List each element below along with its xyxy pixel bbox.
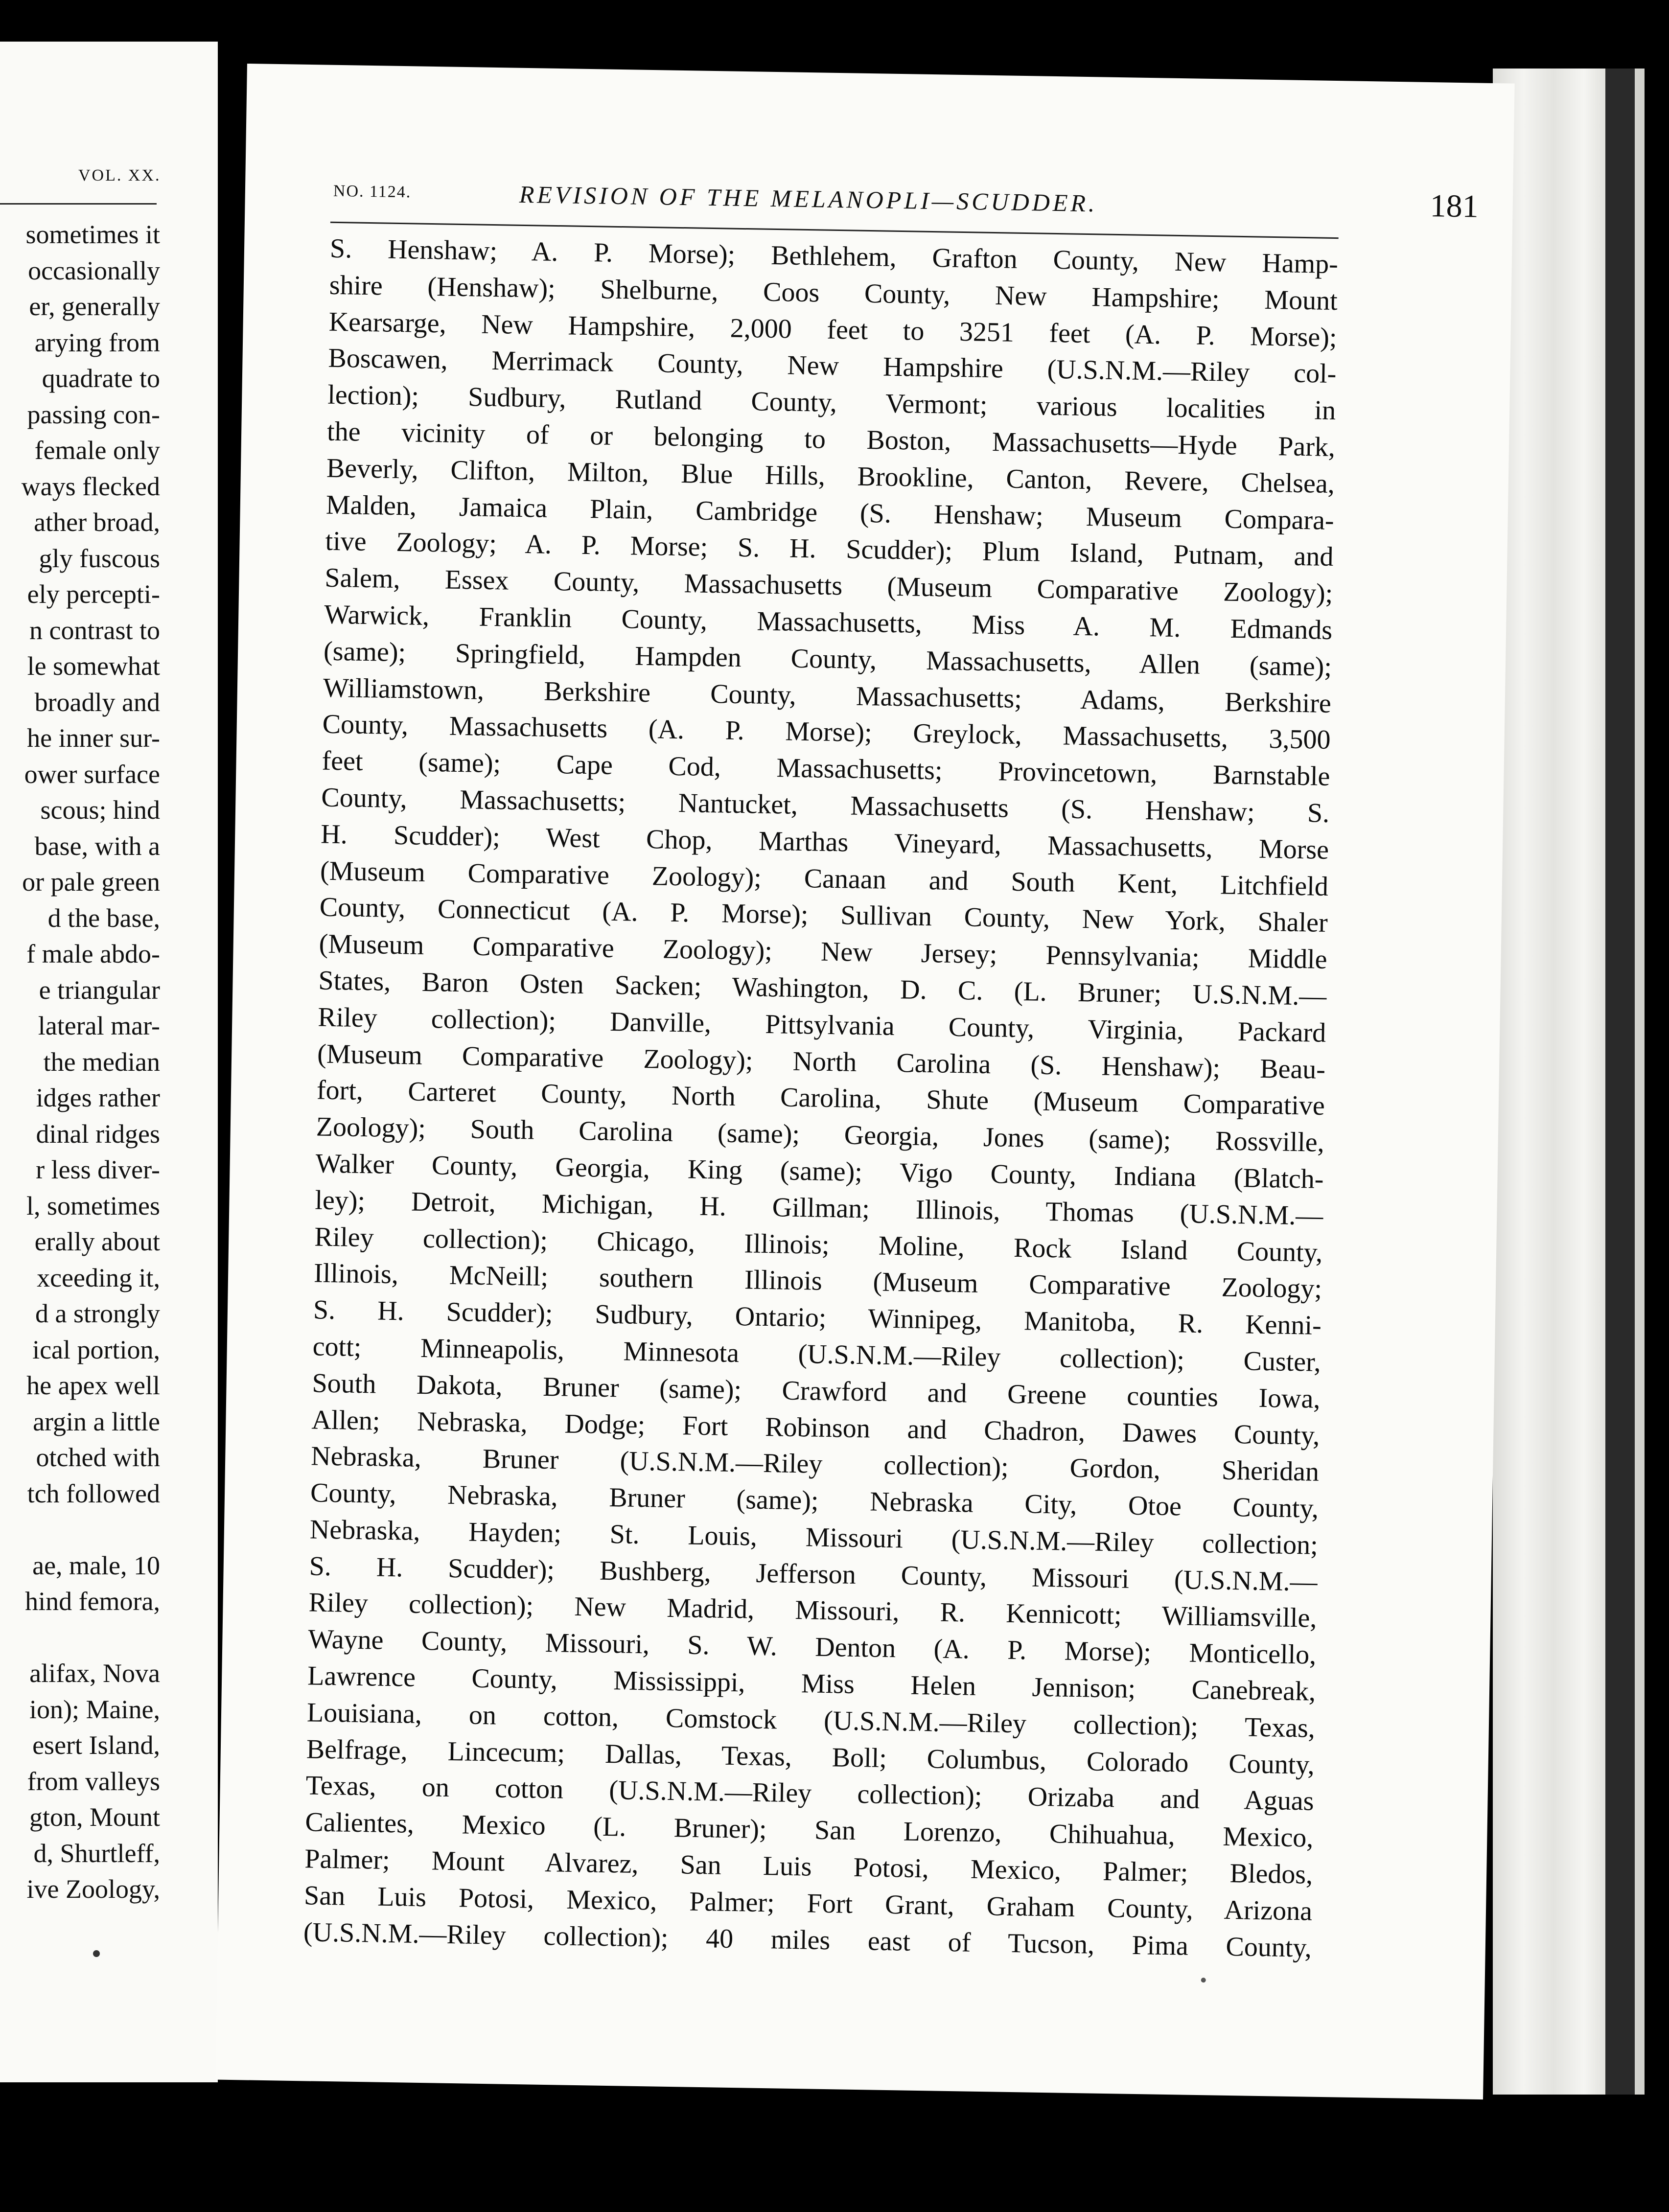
text-line: ical portion,	[32, 1335, 160, 1364]
text-line: erally about	[34, 1227, 160, 1256]
text-line: South Dakota, Bruner (same); Crawford and Greene counties Iowa,	[312, 1368, 1321, 1414]
text-line: n contrast to	[29, 615, 160, 645]
text-line: tch followed	[27, 1478, 160, 1508]
text-line: Kearsarge, New Hampshire, 2,000 feet to 3251 feet (A. P. Morse);	[328, 306, 1337, 353]
text-line: County, Massachusetts (A. P. Morse); Greylock, Massachusetts, 3,500	[322, 709, 1331, 756]
text-line: otched with	[36, 1443, 160, 1472]
text-line: Lawrence County, Mississippi, Miss Helen Jennison; Canebreak,	[307, 1660, 1316, 1707]
text-line	[0, 1620, 160, 1656]
text-line: (Museum Comparative Zoology); New Jersey; Pennsylvania; Middle	[319, 928, 1327, 975]
body-text	[303, 230, 1338, 1966]
text-line: gly fuscous	[39, 543, 160, 573]
text-line: Palmer; Mount Alvarez, San Luis Potosi, Mexico, Palmer; Bledos,	[304, 1843, 1313, 1890]
text-line: Riley collection); New Madrid, Missouri, R. Kennicott; Williamsville,	[308, 1587, 1317, 1634]
text-line: Zoology); South Carolina (same); Georgia, Jones (same); Rossville,	[316, 1111, 1325, 1158]
text-line: Allen; Nebraska, Dodge; Fort Robinson and Chadron, Dawes County,	[311, 1404, 1320, 1451]
text-line: Calientes, Mexico (L. Bruner); San Lorenzo, Chihuahua, Mexico,	[305, 1807, 1314, 1853]
book-cover-edge	[1605, 69, 1635, 2095]
text-line: S. H. Scudder); Bushberg, Jefferson County, Missouri (U.S.N.M.—	[309, 1551, 1318, 1597]
text-line: base, with a	[34, 831, 160, 861]
ink-speck	[93, 1950, 100, 1957]
text-line: ley); Detroit, Michigan, H. Gillman; Illinois, Thomas (U.S.N.M.—	[315, 1185, 1323, 1231]
left-page-text	[0, 217, 160, 1908]
text-line: he apex well	[26, 1371, 160, 1400]
right-page	[215, 64, 1514, 2099]
text-line: f male abdo-	[26, 939, 160, 968]
text-line	[0, 1512, 160, 1548]
text-line: feet (same); Cape Cod, Massachusetts; Provincetown, Barnstable	[322, 745, 1330, 792]
text-line: d, Shurtleff,	[33, 1838, 160, 1868]
text-line: he inner sur-	[27, 723, 160, 753]
text-line: Nebraska, Bruner (U.S.N.M.—Riley collection); Gordon, Sheridan	[310, 1441, 1320, 1488]
text-line: the vicinity of or belonging to Boston, Massachusetts—Hyde Park,	[326, 416, 1336, 462]
text-line: San Luis Potosi, Mexico, Palmer; Fort Grant, Graham County, Arizona	[303, 1880, 1313, 1927]
text-line: ae, male, 10	[32, 1550, 160, 1580]
text-line: Walker County, Georgia, King (same); Vigo County, Indiana (Blatch-	[315, 1148, 1324, 1195]
text-line: tive Zoology; A. P. Morse; S. H. Scudder); Plum Island, Putnam, and	[325, 526, 1334, 573]
text-line: occasionally	[28, 255, 160, 285]
text-line: Belfrage, Lincecum; Dallas, Texas, Boll; Columbus, Colorado County,	[306, 1734, 1315, 1780]
text-line: ather broad,	[34, 507, 160, 537]
text-line: Salem, Essex County, Massachusetts (Museum Comparative Zoology);	[325, 562, 1333, 609]
text-line: ion); Maine,	[29, 1694, 160, 1724]
left-header-rule	[0, 203, 157, 205]
text-line: S. Henshaw; A. P. Morse); Bethlehem, Grafton County, New Hamp-	[329, 233, 1339, 280]
text-line: (U.S.N.M.—Riley collection); 40 miles east of Tucson, Pima County,	[303, 1916, 1312, 1963]
text-line: States, Baron Osten Sacken; Washington, D. C. (L. Bruner; U.S.N.M.—	[318, 965, 1327, 1012]
text-line: lateral mar-	[38, 1011, 160, 1040]
text-line: broadly and	[34, 687, 160, 717]
text-line: S. H. Scudder); Sudbury, Ontario; Winnipeg, Manitoba, R. Kenni-	[313, 1294, 1322, 1341]
text-line: from valleys	[27, 1766, 160, 1796]
text-line: r less diver-	[36, 1155, 160, 1184]
left-running-head: VOL. XX.	[78, 166, 161, 184]
text-line: Malden, Jamaica Plain, Cambridge (S. Henshaw; Museum Compara-	[325, 489, 1335, 536]
text-line: H. Scudder); West Chop, Marthas Vineyard, Massachusetts, Morse	[320, 819, 1329, 865]
text-line: ower surface	[24, 759, 160, 789]
text-line: alifax, Nova	[29, 1659, 160, 1688]
text-line: or pale green	[22, 867, 160, 897]
text-line: shire (Henshaw); Shelburne, Coos County, New Hampshire; Mount	[329, 270, 1338, 316]
text-line: Nebraska, Hayden; St. Louis, Missouri (U.S.N.M.—Riley collection;	[309, 1514, 1319, 1561]
text-line: hind femora,	[25, 1587, 160, 1616]
text-line: quadrate to	[42, 364, 160, 393]
ink-speck	[1201, 1978, 1206, 1982]
text-line: (same); Springfield, Hampden County, Massachusetts, Allen (same);	[323, 636, 1332, 682]
header-number: NO. 1124.	[333, 182, 412, 202]
text-line: County, Massachusetts; Nantucket, Massachusetts (S. Henshaw; S.	[321, 782, 1330, 829]
text-line: Riley collection); Danville, Pittsylvania County, Virginia, Packard	[317, 1002, 1326, 1048]
running-head	[333, 170, 1479, 225]
text-line: argin a little	[33, 1406, 160, 1436]
text-line: arying from	[34, 327, 160, 357]
text-line: fort, Carteret County, North Carolina, Shute (Museum Comparative	[316, 1075, 1325, 1122]
text-line: xceeding it,	[37, 1263, 160, 1292]
text-line: Warwick, Franklin County, Massachusetts, Miss A. M. Edmands	[324, 599, 1333, 645]
page-number: 181	[1430, 188, 1479, 225]
text-line: d the base,	[47, 903, 160, 933]
text-line: Illinois, McNeill; southern Illinois (Museum Comparative Zoology;	[313, 1258, 1322, 1305]
text-line: Beverly, Clifton, Milton, Blue Hills, Brookline, Canton, Revere, Chelsea,	[326, 453, 1335, 499]
text-line: female only	[34, 436, 160, 465]
text-line: passing con-	[27, 399, 160, 429]
text-line: gton, Mount	[29, 1802, 160, 1832]
text-line: d a strongly	[35, 1299, 160, 1328]
text-line: (Museum Comparative Zoology); North Carolina (S. Henshaw); Beau-	[317, 1038, 1326, 1085]
text-line: esert Island,	[32, 1730, 160, 1760]
text-line: ways flecked	[21, 471, 160, 501]
text-line: County, Nebraska, Bruner (same); Nebraska City, Otoe County,	[310, 1477, 1319, 1524]
text-line: County, Connecticut (A. P. Morse); Sullivan County, New York, Shaler	[319, 892, 1328, 939]
text-line: lection); Sudbury, Rutland County, Vermont; various localities in	[327, 379, 1336, 426]
text-line: idges rather	[36, 1083, 160, 1112]
text-line: Texas, on cotton (U.S.N.M.—Riley collection); Orizaba and Aguas	[305, 1770, 1314, 1817]
text-line: le somewhat	[27, 651, 160, 681]
text-line: dinal ridges	[36, 1119, 160, 1149]
header-title: REVISION OF THE MELANOPLI—SCUDDER.	[519, 180, 1098, 217]
text-line: cott; Minneapolis, Minnesota (U.S.N.M.—Riley collection); Custer,	[312, 1331, 1321, 1378]
text-line: the median	[43, 1047, 160, 1077]
text-line: Louisiana, on cotton, Comstock (U.S.N.M.—Riley collection); Texas,	[306, 1697, 1316, 1744]
text-line: sometimes it	[25, 220, 160, 249]
text-line: Williamstown, Berkshire County, Massachusetts; Adams, Berkshire	[323, 672, 1332, 719]
text-line: (Museum Comparative Zoology); Canaan and South Kent, Litchfield	[320, 855, 1329, 902]
text-line: e triangular	[39, 975, 160, 1005]
text-line: Wayne County, Missouri, S. W. Denton (A. P. Morse); Monticello,	[307, 1624, 1317, 1670]
text-line: Riley collection); Chicago, Illinois; Moline, Rock Island County,	[314, 1221, 1323, 1268]
text-line: l, sometimes	[26, 1191, 160, 1221]
text-line: scous; hind	[40, 795, 160, 825]
text-line: ive Zoology,	[26, 1874, 160, 1904]
text-line: er, generally	[29, 292, 160, 321]
text-line: Boscawen, Merrimack County, New Hampshire (U.S.N.M.—Riley col-	[328, 343, 1337, 390]
text-line: ely percepti-	[27, 579, 160, 609]
left-page	[0, 42, 218, 2082]
